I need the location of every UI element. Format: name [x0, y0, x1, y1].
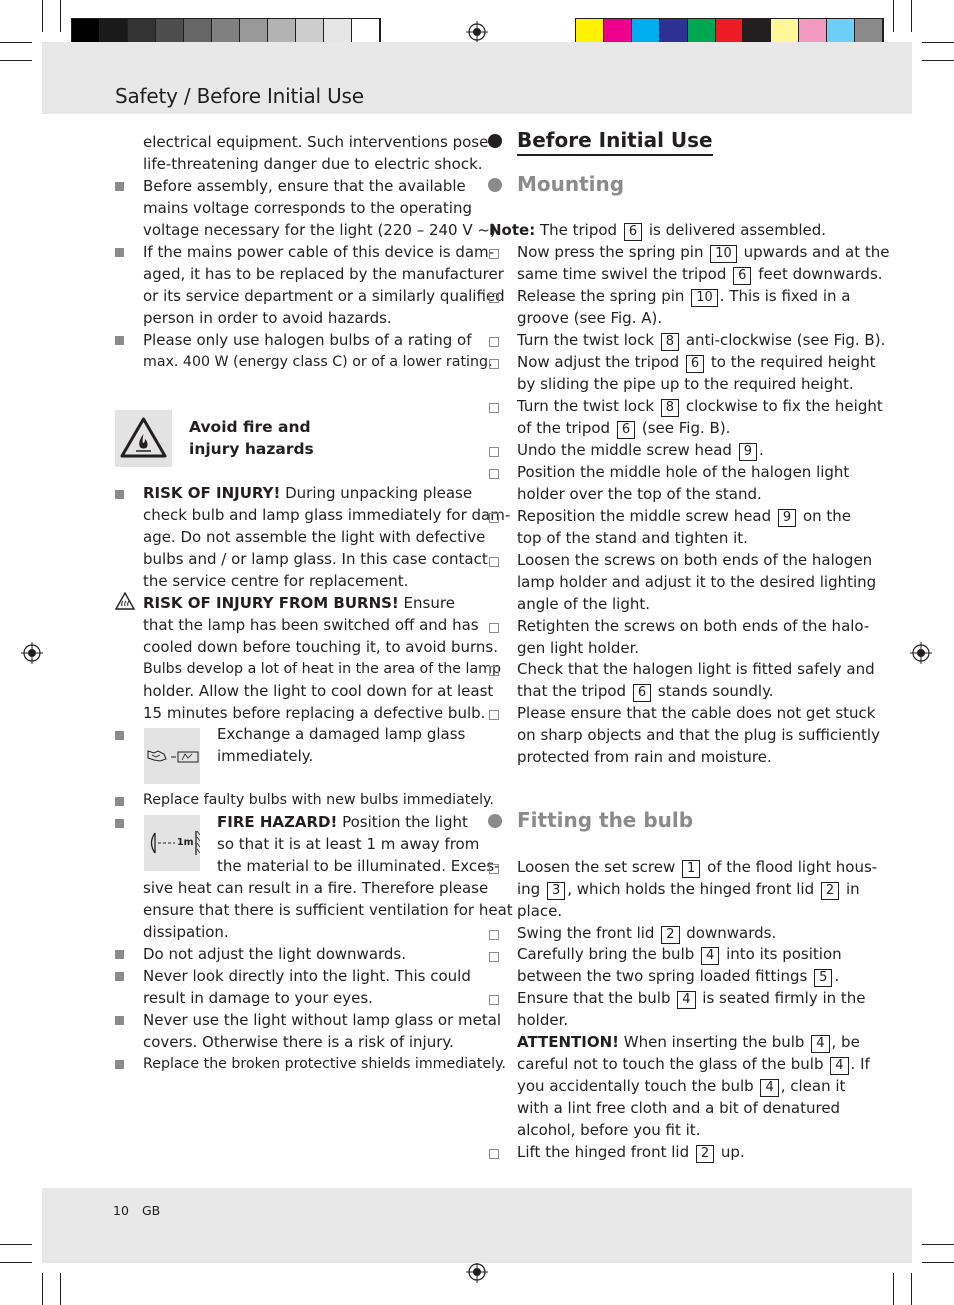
text-span: same time swivel the tripod: [517, 265, 732, 283]
text-line: immediately.: [217, 747, 314, 765]
text-line: [517, 263, 883, 285]
crop-mark: [922, 1244, 954, 1245]
text-line: result in damage to your eyes.: [143, 989, 373, 1007]
text-span: , be: [831, 1033, 860, 1051]
text-span: stands soundly.: [653, 682, 774, 700]
warning-title: Avoid fire and: [189, 418, 311, 436]
crop-mark: [0, 42, 32, 43]
bullet-icon: [115, 1060, 124, 1069]
attention-label: ATTENTION!: [517, 1033, 620, 1051]
risk-label: RISK OF INJURY FROM BURNS!: [143, 594, 399, 612]
part-number: 4: [701, 947, 719, 965]
broken-glass-tile: [144, 728, 200, 784]
text-span: of the flood light hous-: [702, 858, 878, 876]
text-line: Position the middle hole of the halogen light: [517, 463, 850, 481]
text-span: in: [841, 880, 860, 898]
text-line: [517, 395, 883, 417]
text-line: Please only use halogen bulbs of a rating of: [143, 331, 472, 349]
checkbox-icon: [489, 469, 499, 479]
text-line: [517, 1031, 860, 1053]
text-span: of the tripod: [517, 419, 615, 437]
text-line: max. 400 W (energy class C) or of a lower rating.: [143, 354, 493, 370]
crop-mark: [0, 1262, 32, 1263]
checkbox-icon: [489, 337, 499, 347]
text-line: [517, 285, 850, 307]
checkbox-icon: [489, 710, 499, 720]
text-line: that the lamp has been switched off and has: [143, 616, 479, 634]
part-number: 4: [677, 991, 695, 1009]
text-line: aged, it has to be replaced by the manufacturer: [143, 265, 504, 283]
text-line: Do not adjust the light downwards.: [143, 945, 407, 963]
text-line: [517, 1053, 870, 1075]
text-line: the service centre for replacement.: [143, 572, 409, 590]
risk-label: FIRE HAZARD!: [217, 813, 338, 831]
text-line: dissipation.: [143, 923, 229, 941]
text-span: The tripod: [535, 221, 622, 239]
text-span: When inserting the bulb: [619, 1033, 810, 1051]
bullet-icon: [115, 950, 124, 959]
text-line: Exchange a damaged lamp glass: [217, 725, 466, 743]
broken-glass-icon: [144, 728, 200, 784]
text-span: Now adjust the tripod: [517, 353, 684, 371]
text-line: [143, 592, 455, 614]
subsection-heading: Mounting: [517, 172, 625, 196]
text-span: (see Fig. B).: [637, 419, 731, 437]
text-line: [517, 439, 764, 461]
part-number: 6: [624, 223, 642, 241]
text-line: so that it is at least 1 m away from: [217, 835, 480, 853]
part-number: 6: [733, 267, 751, 285]
distance-label: 1m: [177, 837, 194, 848]
text-span: Turn the twist lock: [517, 331, 659, 349]
subsection-dot-icon: [488, 814, 502, 828]
text-line: by sliding the pipe up to the required height.: [517, 375, 854, 393]
text-span: ing: [517, 880, 545, 898]
checkbox-icon: [489, 1149, 499, 1159]
part-number: 1: [682, 860, 700, 878]
text-line: [517, 351, 876, 373]
text-line: Please ensure that the cable does not get stuck: [517, 704, 876, 722]
text-line: holder over the top of the stand.: [517, 485, 762, 503]
checkbox-icon: [489, 666, 499, 676]
checkbox-icon: [489, 513, 499, 523]
text-line: 15 minutes before replacing a defective bulb.: [143, 704, 486, 722]
text-line: place.: [517, 902, 563, 920]
text-span: Loosen the set screw: [517, 858, 681, 876]
text-line: [517, 241, 890, 263]
part-number: 4: [811, 1035, 829, 1053]
text-span: Release the spring pin: [517, 287, 690, 305]
text-span: between the two spring loaded fittings: [517, 967, 813, 985]
text-line: Retighten the screws on both ends of the halo-: [517, 617, 870, 635]
text-span: downwards.: [681, 924, 777, 942]
text-line: life-threatening danger due to electric shock.: [143, 155, 483, 173]
part-number: 2: [661, 926, 679, 944]
text-line: If the mains power cable of this device is dam-: [143, 243, 495, 261]
text-span: feet downwards.: [753, 265, 883, 283]
hot-surface-warning-icon: [115, 592, 135, 610]
text-line: [517, 329, 885, 351]
text-line: electrical equipment. Such interventions pose: [143, 133, 489, 151]
part-number: 8: [661, 333, 679, 351]
bullet-icon: [115, 1016, 124, 1025]
crop-mark: [60, 1273, 61, 1305]
part-number: 6: [686, 355, 704, 373]
warning-tile: [115, 410, 172, 467]
text-span: Carefully bring the bulb: [517, 945, 700, 963]
part-number: 4: [830, 1057, 848, 1075]
checkbox-icon: [489, 995, 499, 1005]
section-dot-icon: [488, 134, 502, 148]
text-line: [517, 1141, 745, 1163]
text-line: voltage necessary for the light (220 – 240 V ~).: [143, 221, 501, 239]
text-line: [517, 965, 839, 987]
crop-mark: [42, 0, 43, 32]
text-line: with a lint free cloth and a bit of denatured: [517, 1099, 841, 1117]
checkbox-icon: [489, 249, 499, 259]
text-line: [517, 1075, 845, 1097]
text-span: Now press the spring pin: [517, 243, 709, 261]
text-line: bulbs and / or lamp glass. In this case contact: [143, 550, 488, 568]
part-number: 8: [661, 399, 679, 417]
text-line: alcohol, before you fit it.: [517, 1121, 701, 1139]
crop-mark: [893, 1273, 894, 1305]
text-span: you accidentally touch the bulb: [517, 1077, 759, 1095]
footer-band: [42, 1188, 912, 1263]
checkbox-icon: [489, 623, 499, 633]
text-span: . If: [850, 1055, 870, 1073]
checkbox-icon: [489, 359, 499, 369]
fire-warning-icon: [115, 410, 172, 467]
part-number: 6: [617, 421, 635, 439]
text-line: [517, 856, 877, 878]
crop-mark: [60, 0, 61, 32]
crop-mark: [0, 60, 32, 61]
part-number: 3: [547, 882, 565, 900]
text-line: [517, 680, 774, 702]
text-line: groove (see Fig. A).: [517, 309, 663, 327]
text-span: careful not to touch the glass of the bulb: [517, 1055, 829, 1073]
registration-mark-icon: [910, 642, 932, 664]
subsection-dot-icon: [488, 178, 502, 192]
text-span: that the tripod: [517, 682, 631, 700]
text-line: covers. Otherwise there is a risk of injury.: [143, 1033, 454, 1051]
checkbox-icon: [489, 403, 499, 413]
text-line: [517, 505, 851, 527]
text-span: up.: [716, 1143, 745, 1161]
text-line: Bulbs develop a lot of heat in the area of the lamp: [143, 661, 501, 677]
text-span: , clean it: [780, 1077, 846, 1095]
text-span: , which holds the hinged front lid: [567, 880, 819, 898]
text-line: the material to be illuminated. Exces-: [217, 857, 500, 875]
text-line: [143, 482, 472, 504]
text-span: .: [834, 967, 840, 985]
bullet-icon: [115, 248, 124, 257]
bullet-icon: [115, 182, 124, 191]
part-number: 6: [633, 684, 651, 702]
page-number: 10: [113, 1203, 129, 1218]
text-span: .: [759, 441, 764, 459]
text-line: gen light holder.: [517, 639, 640, 657]
part-number: 10: [710, 245, 737, 263]
part-number: 2: [821, 882, 839, 900]
bullet-icon: [115, 972, 124, 981]
text-line: [517, 943, 842, 965]
text-line: check bulb and lamp glass immediately for dam-: [143, 506, 511, 524]
text-line: protected from rain and moisture.: [517, 748, 772, 766]
text-line: [517, 987, 866, 1009]
page-title: Safety / Before Initial Use: [115, 84, 364, 108]
text-span: Lift the hinged front lid: [517, 1143, 694, 1161]
bullet-icon: [115, 797, 124, 806]
checkbox-icon: [489, 864, 499, 874]
crop-mark: [911, 0, 912, 32]
registration-mark-icon: [21, 642, 43, 664]
text-span: Ensure that the bulb: [517, 989, 676, 1007]
text-line: Never use the light without lamp glass or metal: [143, 1011, 502, 1029]
crop-mark: [922, 42, 954, 43]
text-line: age. Do not assemble the light with defective: [143, 528, 486, 546]
registration-mark-icon: [466, 1261, 488, 1283]
part-number: 9: [778, 509, 796, 527]
text-line: Check that the halogen light is fitted safely and: [517, 660, 875, 678]
text-line: [517, 922, 776, 944]
checkbox-icon: [489, 557, 499, 567]
text-line: person in order to avoid hazards.: [143, 309, 392, 327]
crop-mark: [911, 1273, 912, 1305]
text-span: Reposition the middle screw head: [517, 507, 776, 525]
part-number: 5: [814, 969, 832, 987]
page-language: GB: [142, 1203, 161, 1218]
text-line: Loosen the screws on both ends of the halogen: [517, 551, 873, 569]
part-number: 10: [691, 289, 718, 307]
checkbox-icon: [489, 447, 499, 457]
text-line: mains voltage corresponds to the operating: [143, 199, 472, 217]
text-line: lamp holder and adjust it to the desired lighting: [517, 573, 877, 591]
text-span: upwards and at the: [738, 243, 890, 261]
crop-mark: [922, 1262, 954, 1263]
text-line: angle of the light.: [517, 595, 651, 613]
text-span: During unpacking please: [280, 484, 473, 502]
crop-mark: [893, 0, 894, 32]
text-line: holder. Allow the light to cool down for at least: [143, 682, 494, 700]
registration-mark-icon: [466, 21, 488, 43]
text-span: into its position: [721, 945, 842, 963]
part-number: 4: [760, 1079, 778, 1097]
text-line: cooled down before touching it, to avoid burns.: [143, 638, 498, 656]
text-span: Turn the twist lock: [517, 397, 659, 415]
crop-mark: [0, 1244, 32, 1245]
text-span: Undo the middle screw head: [517, 441, 737, 459]
text-line: Never look directly into the light. This could: [143, 967, 471, 985]
note-label: Note:: [489, 221, 536, 239]
text-span: anti-clockwise (see Fig. B).: [681, 331, 886, 349]
text-line: Replace the broken protective shields immediately.: [143, 1056, 506, 1072]
bullet-icon: [115, 490, 124, 499]
text-span: Position the light: [337, 813, 468, 831]
part-number: 9: [739, 443, 757, 461]
text-span: clockwise to fix the height: [681, 397, 883, 415]
text-line: top of the stand and tighten it.: [517, 529, 748, 547]
text-span: is delivered assembled.: [644, 221, 827, 239]
bullet-icon: [115, 819, 124, 828]
text-line: on sharp objects and that the plug is sufficiently: [517, 726, 880, 744]
crop-mark: [42, 1273, 43, 1305]
checkbox-icon: [489, 952, 499, 962]
text-line: sive heat can result in a fire. Therefore please: [143, 879, 489, 897]
subsection-heading: Fitting the bulb: [517, 808, 694, 832]
distance-tile: [144, 815, 200, 871]
text-line: holder.: [517, 1011, 569, 1029]
checkbox-icon: [489, 293, 499, 303]
warning-title: injury hazards: [189, 440, 314, 458]
text-span: to the required height: [706, 353, 876, 371]
text-line: [217, 811, 468, 833]
text-line: ensure that there is sufficient ventilation for heat: [143, 901, 513, 919]
part-number: 2: [696, 1145, 714, 1163]
text-line: or its service department or a similarly qualified: [143, 287, 505, 305]
text-line: Replace faulty bulbs with new bulbs immediately.: [143, 792, 494, 808]
text-span: Swing the front lid: [517, 924, 660, 942]
text-line: [517, 878, 860, 900]
text-span: is seated firmly in the: [697, 989, 866, 1007]
section-heading: Before Initial Use: [517, 126, 713, 156]
checkbox-icon: [489, 930, 499, 940]
text-span: on the: [798, 507, 852, 525]
text-span: . This is fixed in a: [719, 287, 851, 305]
note-line: [489, 219, 826, 241]
text-line: [517, 417, 730, 439]
text-line: Before assembly, ensure that the available: [143, 177, 466, 195]
bullet-icon: [115, 731, 124, 740]
text-span: Ensure: [398, 594, 455, 612]
risk-label: RISK OF INJURY!: [143, 484, 281, 502]
crop-mark: [922, 60, 954, 61]
bullet-icon: [115, 336, 124, 345]
